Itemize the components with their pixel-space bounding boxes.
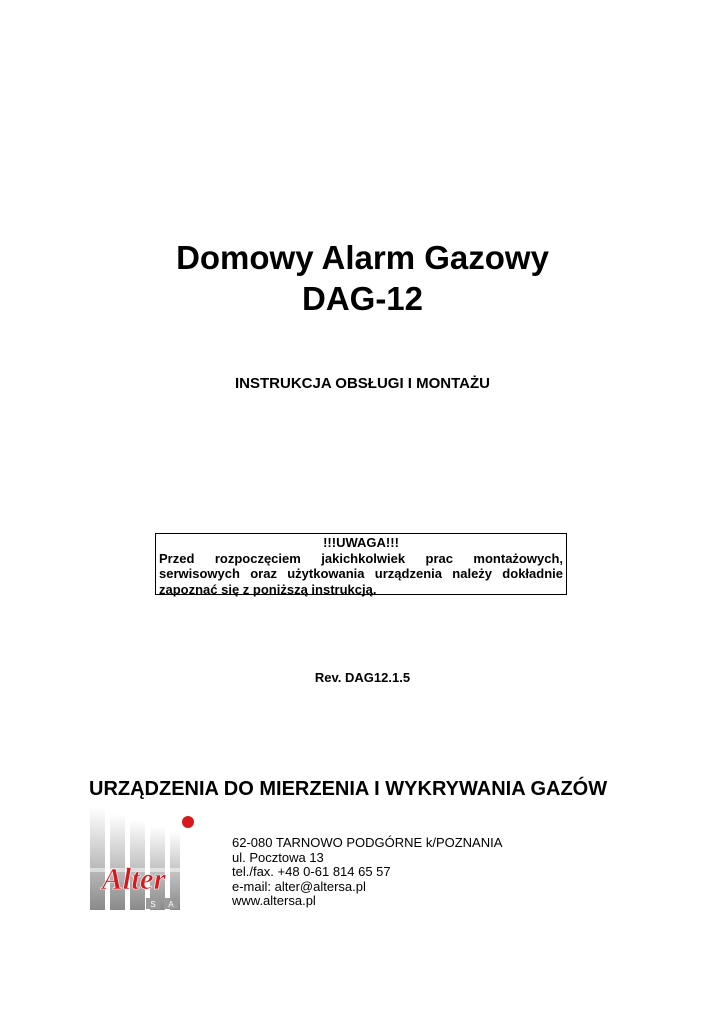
website-link[interactable]: www.altersa.pl xyxy=(232,893,316,908)
document-title: Domowy Alarm Gazowy xyxy=(176,239,549,276)
company-slogan: URZĄDZENIA DO MIERZENIA I WYKRYWANIA GAZÓW xyxy=(89,778,608,800)
warning-heading: !!!UWAGA!!! xyxy=(323,535,399,550)
warning-text: Przed rozpoczęciem jakichkolwiek prac montażowych, serwisowych oraz użytkowania urządzenia należy dokładnie zapoznać się z poniższą instrukcją. xyxy=(159,550,563,597)
email-link[interactable]: e-mail: alter@altersa.pl xyxy=(232,878,366,894)
address-line-2: ul. Pocztowa 13 xyxy=(232,849,324,865)
logo-dot-icon xyxy=(182,816,194,828)
logo-suffix-s: S xyxy=(150,900,156,909)
logo-suffix-a: A xyxy=(168,900,174,909)
contact-block xyxy=(232,836,502,909)
document-subtitle: INSTRUKCJA OBSŁUGI I MONTAŻU xyxy=(235,375,490,392)
phone-fax: tel./fax. +48 0-61 814 65 57 xyxy=(232,864,391,879)
logo-brand-text: Alter xyxy=(102,861,166,896)
revision-label: Rev. DAG12.1.5 xyxy=(314,670,411,685)
alter-logo xyxy=(88,806,208,912)
warning-box xyxy=(155,533,567,595)
document-model: DAG-12 xyxy=(301,280,424,317)
address-line-1: 62-080 TARNOWO PODGÓRNE k/POZNANIA xyxy=(232,835,503,850)
